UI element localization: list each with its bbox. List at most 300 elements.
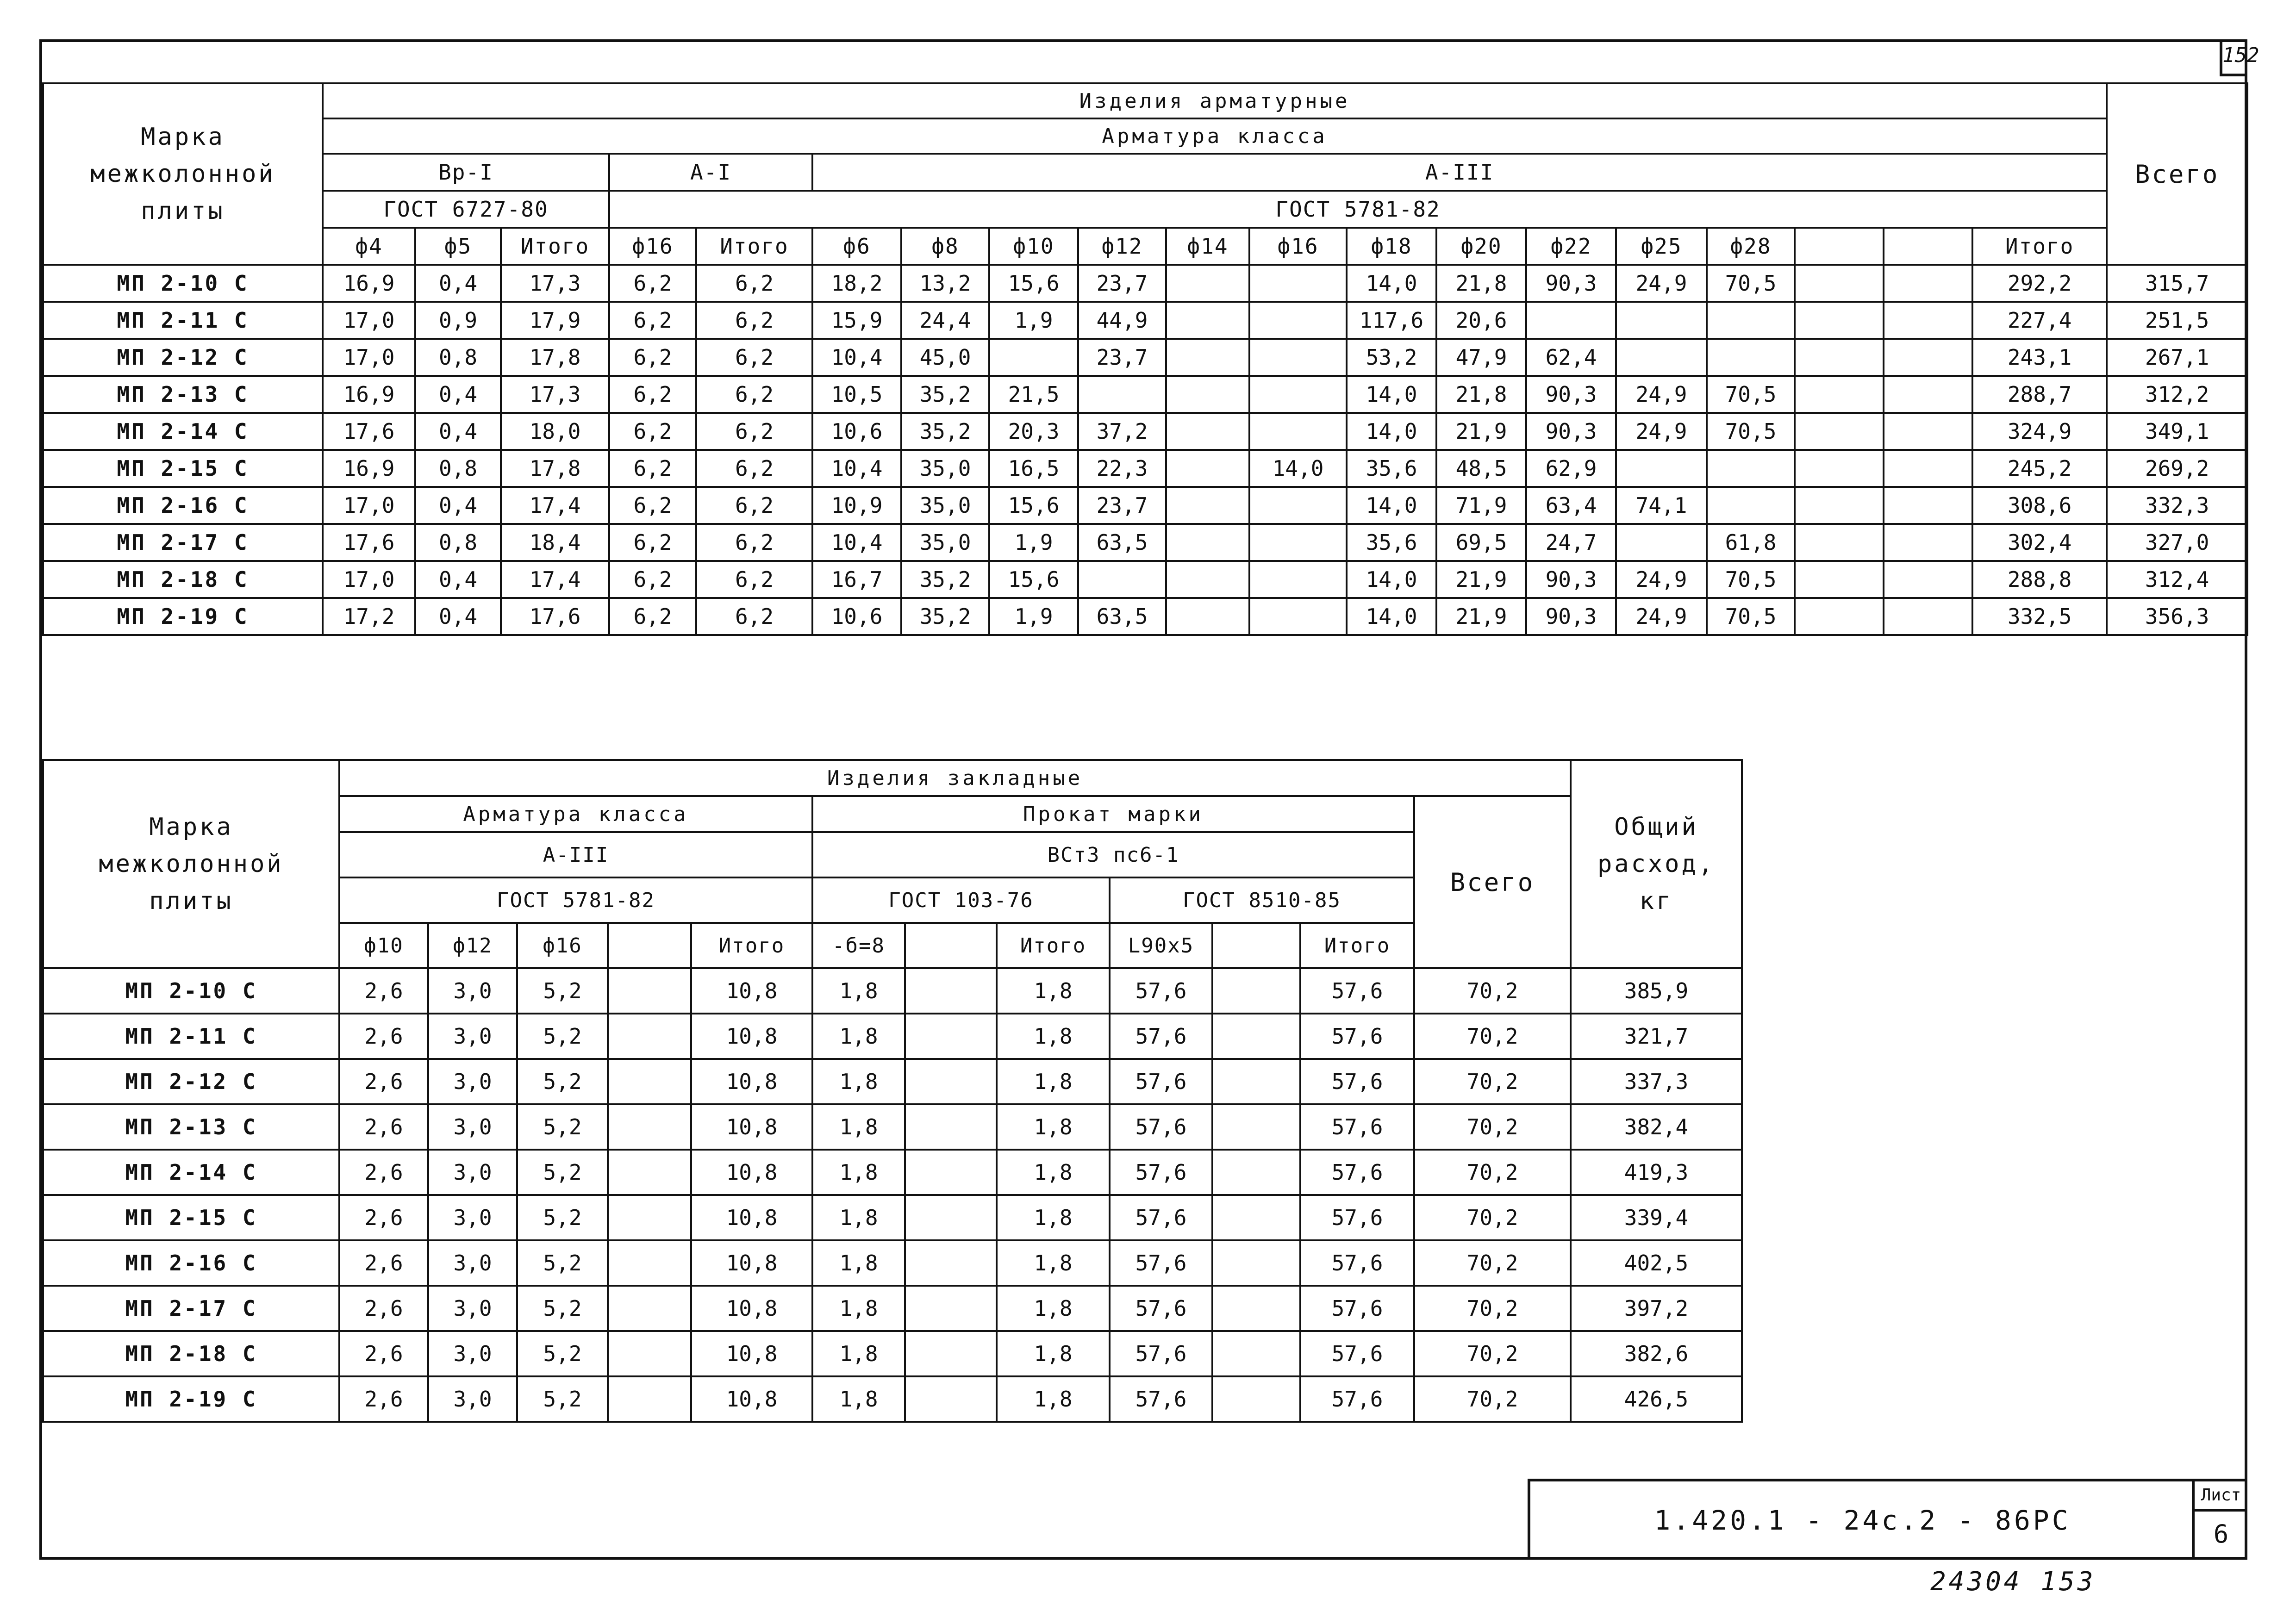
table-cell: 1,8 — [997, 1104, 1110, 1150]
gost-a-header: ГОСТ 5781-82 — [339, 877, 812, 923]
table-cell: 16,9 — [323, 376, 415, 413]
table-cell: 10,8 — [691, 968, 812, 1014]
table-cell: 385,9 — [1571, 968, 1742, 1014]
table-cell: 245,2 — [1972, 450, 2107, 487]
table-cell — [1616, 524, 1707, 561]
table-cell — [1078, 561, 1166, 598]
table-cell — [1212, 1195, 1300, 1240]
table-row — [43, 1286, 1742, 1331]
col-header: -б=8 — [812, 923, 905, 968]
table-cell: 10,6 — [812, 413, 901, 450]
table-cell — [1616, 302, 1707, 339]
table-row — [43, 1104, 1742, 1150]
prokat-mark-header: Прокат марки — [812, 796, 1414, 832]
table-cell: 6,2 — [696, 339, 812, 376]
table-cell: 21,9 — [1436, 561, 1526, 598]
class-a3-header: А-III — [339, 832, 812, 877]
table-cell — [608, 1059, 691, 1104]
table-cell: 57,6 — [1300, 968, 1414, 1014]
table-cell: 53,2 — [1347, 339, 1436, 376]
table-cell — [905, 1286, 997, 1331]
table-cell: 5,2 — [517, 1059, 608, 1104]
table-cell: 21,9 — [1436, 413, 1526, 450]
table-cell — [1884, 561, 1972, 598]
table-cell: 57,6 — [1110, 1195, 1212, 1240]
col-header: ф16 — [609, 228, 696, 265]
table-cell: 5,2 — [517, 1150, 608, 1195]
table-cell — [905, 1059, 997, 1104]
table-cell: 10,8 — [691, 1059, 812, 1104]
table-cell: 10,9 — [812, 487, 901, 524]
inventory-number: 24304 153 — [1930, 1567, 2096, 1597]
table-cell: 1,8 — [812, 1240, 905, 1286]
table-cell — [1166, 561, 1249, 598]
table-cell: 17,6 — [323, 524, 415, 561]
table-cell — [1249, 376, 1347, 413]
table-cell: 24,7 — [1526, 524, 1616, 561]
table-cell: 1,8 — [812, 1014, 905, 1059]
sheet-label: Лист — [2195, 1481, 2247, 1512]
table-cell — [905, 1240, 997, 1286]
table-cell: 63,5 — [1078, 524, 1166, 561]
row-mark: МП 2-11 С — [43, 302, 323, 339]
table-cell: 90,3 — [1526, 413, 1616, 450]
mark-header: Марка межколонной плиты — [43, 83, 323, 265]
table-cell: 14,0 — [1347, 265, 1436, 302]
table-cell: 332,3 — [2107, 487, 2247, 524]
col-header: Итого — [691, 923, 812, 968]
table-cell: 3,0 — [428, 968, 517, 1014]
table-cell: 6,2 — [609, 339, 696, 376]
table-cell: 70,2 — [1414, 1059, 1571, 1104]
table-cell: 35,0 — [901, 450, 989, 487]
table-cell: 57,6 — [1110, 1376, 1212, 1422]
table-cell: 57,6 — [1110, 968, 1212, 1014]
table-cell: 2,6 — [339, 968, 428, 1014]
row-mark: МП 2-19 С — [43, 598, 323, 635]
table-cell: 1,8 — [812, 1104, 905, 1150]
col-header: ф12 — [1078, 228, 1166, 265]
table-cell: 397,2 — [1571, 1286, 1742, 1331]
table-cell: 45,0 — [901, 339, 989, 376]
table-cell: 5,2 — [517, 1104, 608, 1150]
table-cell: 70,2 — [1414, 968, 1571, 1014]
table-row — [43, 339, 2247, 376]
table-cell: 1,8 — [812, 1059, 905, 1104]
row-mark: МП 2-10 С — [43, 968, 339, 1014]
table-cell: 62,9 — [1526, 450, 1616, 487]
table-cell: 419,3 — [1571, 1150, 1742, 1195]
table-cell: 20,6 — [1436, 302, 1526, 339]
table-cell: 70,2 — [1414, 1014, 1571, 1059]
table-cell — [1249, 265, 1347, 302]
table-cell: 312,2 — [2107, 376, 2247, 413]
table-cell: 10,8 — [691, 1331, 812, 1376]
table-cell: 23,7 — [1078, 265, 1166, 302]
table-cell: 71,9 — [1436, 487, 1526, 524]
table-cell — [1707, 339, 1795, 376]
table-cell: 13,2 — [901, 265, 989, 302]
col-header: ф28 — [1707, 228, 1795, 265]
table-cell: 90,3 — [1526, 561, 1616, 598]
table-cell: 6,2 — [696, 302, 812, 339]
table-cell: 5,2 — [517, 1195, 608, 1240]
col-header — [905, 923, 997, 968]
class-a1-header: А-I — [609, 154, 812, 191]
table-cell — [1884, 376, 1972, 413]
table-cell: 10,6 — [812, 598, 901, 635]
table-cell: 6,2 — [696, 376, 812, 413]
table-cell: 17,0 — [323, 561, 415, 598]
table-cell: 1,9 — [989, 302, 1078, 339]
table-cell: 24,4 — [901, 302, 989, 339]
table-cell — [608, 1331, 691, 1376]
table-cell: 35,2 — [901, 598, 989, 635]
table-cell: 1,8 — [997, 1059, 1110, 1104]
table-cell: 17,0 — [323, 487, 415, 524]
table-cell: 3,0 — [428, 1240, 517, 1286]
col-header: ф12 — [428, 923, 517, 968]
table-cell: 10,8 — [691, 1240, 812, 1286]
table-cell — [1249, 598, 1347, 635]
table-cell: 14,0 — [1347, 598, 1436, 635]
row-mark: МП 2-15 С — [43, 450, 323, 487]
table-cell: 3,0 — [428, 1014, 517, 1059]
table-cell: 10,8 — [691, 1150, 812, 1195]
table-cell: 17,0 — [323, 339, 415, 376]
table-cell: 0,8 — [415, 450, 501, 487]
row-mark: МП 2-12 С — [43, 339, 323, 376]
total-header: Всего — [1414, 796, 1571, 968]
table-cell: 10,4 — [812, 524, 901, 561]
col-header — [1884, 228, 1972, 265]
table-cell: 35,2 — [901, 561, 989, 598]
table-cell — [1795, 524, 1884, 561]
table-cell: 339,4 — [1571, 1195, 1742, 1240]
table-cell: 74,1 — [1616, 487, 1707, 524]
row-mark: МП 2-17 С — [43, 1286, 339, 1331]
table-cell — [905, 1376, 997, 1422]
table-cell: 57,6 — [1300, 1150, 1414, 1195]
table-cell: 1,8 — [997, 1286, 1110, 1331]
table-cell: 18,2 — [812, 265, 901, 302]
table-cell: 1,8 — [997, 1331, 1110, 1376]
row-mark: МП 2-10 С — [43, 265, 323, 302]
table-cell — [608, 1240, 691, 1286]
table-cell: 6,2 — [609, 487, 696, 524]
table-cell — [905, 1331, 997, 1376]
table-cell: 3,0 — [428, 1059, 517, 1104]
table-cell: 18,0 — [501, 413, 609, 450]
embedded-products-table — [42, 759, 1743, 1423]
row-mark: МП 2-18 С — [43, 561, 323, 598]
table-cell — [905, 968, 997, 1014]
table-cell: 21,8 — [1436, 265, 1526, 302]
table-cell: 1,8 — [997, 1195, 1110, 1240]
table-cell — [608, 968, 691, 1014]
table-cell: 1,8 — [812, 968, 905, 1014]
row-mark: МП 2-18 С — [43, 1331, 339, 1376]
table-cell: 14,0 — [1347, 413, 1436, 450]
table-cell: 1,8 — [997, 1150, 1110, 1195]
table-cell: 24,9 — [1616, 265, 1707, 302]
table-cell: 426,5 — [1571, 1376, 1742, 1422]
table-cell: 2,6 — [339, 1014, 428, 1059]
table-cell: 17,6 — [501, 598, 609, 635]
table-cell — [1166, 376, 1249, 413]
table-cell: 0,8 — [415, 524, 501, 561]
table-cell: 14,0 — [1347, 376, 1436, 413]
table-cell: 2,6 — [339, 1059, 428, 1104]
armatura-class-header: Арматура класса — [339, 796, 812, 832]
table-cell: 70,5 — [1707, 561, 1795, 598]
table-cell: 6,2 — [609, 561, 696, 598]
table-cell — [1249, 302, 1347, 339]
table-cell — [1884, 450, 1972, 487]
table-cell: 35,2 — [901, 413, 989, 450]
table-cell: 24,9 — [1616, 413, 1707, 450]
table-cell: 1,8 — [997, 1376, 1110, 1422]
table-cell: 227,4 — [1972, 302, 2107, 339]
table-cell — [1884, 265, 1972, 302]
table-cell: 24,9 — [1616, 561, 1707, 598]
table-cell — [1884, 413, 1972, 450]
table-cell — [905, 1195, 997, 1240]
table-title: Изделия арматурные — [323, 83, 2107, 118]
table-cell: 70,2 — [1414, 1195, 1571, 1240]
table-cell: 70,2 — [1414, 1286, 1571, 1331]
table-cell: 35,6 — [1347, 524, 1436, 561]
table-cell: 70,2 — [1414, 1376, 1571, 1422]
table-cell — [1884, 487, 1972, 524]
table-cell: 2,6 — [339, 1240, 428, 1286]
table-cell: 0,9 — [415, 302, 501, 339]
table-row — [43, 598, 2247, 635]
table-cell: 57,6 — [1110, 1150, 1212, 1195]
table-cell: 2,6 — [339, 1286, 428, 1331]
table-row — [43, 1150, 1742, 1195]
row-mark: МП 2-17 С — [43, 524, 323, 561]
row-mark: МП 2-13 С — [43, 1104, 339, 1150]
table-cell: 57,6 — [1300, 1014, 1414, 1059]
table-cell — [1249, 524, 1347, 561]
table-cell: 312,4 — [2107, 561, 2247, 598]
table-cell: 21,9 — [1436, 598, 1526, 635]
table-cell: 332,5 — [1972, 598, 2107, 635]
table-cell: 22,3 — [1078, 450, 1166, 487]
row-mark: МП 2-11 С — [43, 1014, 339, 1059]
class-vr-header: Вр-I — [323, 154, 609, 191]
table-cell — [1884, 302, 1972, 339]
row-mark: МП 2-15 С — [43, 1195, 339, 1240]
table-cell: 69,5 — [1436, 524, 1526, 561]
table-cell: 16,7 — [812, 561, 901, 598]
table-cell: 57,6 — [1110, 1059, 1212, 1104]
table-cell: 6,2 — [609, 598, 696, 635]
table-cell: 23,7 — [1078, 487, 1166, 524]
col-header: ф6 — [812, 228, 901, 265]
table-cell: 10,4 — [812, 339, 901, 376]
table-cell — [1249, 413, 1347, 450]
table-cell: 1,8 — [997, 1240, 1110, 1286]
table-cell — [1795, 339, 1884, 376]
table-cell: 324,9 — [1972, 413, 2107, 450]
table-cell: 15,6 — [989, 487, 1078, 524]
mark-header: Марка межколонной плиты — [43, 760, 339, 968]
table-cell: 6,2 — [609, 413, 696, 450]
table-cell — [1795, 561, 1884, 598]
sheet-number-top: 152 — [2220, 39, 2247, 76]
col-header: ф16 — [517, 923, 608, 968]
table-cell: 63,5 — [1078, 598, 1166, 635]
table-cell: 3,0 — [428, 1195, 517, 1240]
title-block — [1528, 1479, 2247, 1560]
table-cell: 337,3 — [1571, 1059, 1742, 1104]
col-header: ф20 — [1436, 228, 1526, 265]
table-row — [43, 1014, 1742, 1059]
table-cell: 35,6 — [1347, 450, 1436, 487]
overall-consumption-header: Общий расход, кг — [1571, 760, 1742, 968]
col-header: ф16 — [1249, 228, 1347, 265]
table-cell: 17,0 — [323, 302, 415, 339]
table-cell: 24,9 — [1616, 376, 1707, 413]
table-cell: 61,8 — [1707, 524, 1795, 561]
table-cell: 251,5 — [2107, 302, 2247, 339]
table-cell: 10,8 — [691, 1376, 812, 1422]
table-cell: 117,6 — [1347, 302, 1436, 339]
table-cell: 57,6 — [1110, 1331, 1212, 1376]
table-cell — [905, 1014, 997, 1059]
table-cell: 70,2 — [1414, 1240, 1571, 1286]
class-a3-header: А-III — [812, 154, 2107, 191]
table-cell: 35,0 — [901, 487, 989, 524]
gost-103-header: ГОСТ 103-76 — [812, 877, 1110, 923]
table-cell: 349,1 — [2107, 413, 2247, 450]
table-cell: 6,2 — [696, 265, 812, 302]
table-cell: 10,8 — [691, 1195, 812, 1240]
table-cell: 44,9 — [1078, 302, 1166, 339]
table-cell: 17,3 — [501, 265, 609, 302]
table-cell — [1166, 524, 1249, 561]
table-cell — [1884, 524, 1972, 561]
table-cell: 6,2 — [609, 302, 696, 339]
table-cell: 6,2 — [696, 450, 812, 487]
table-cell: 2,6 — [339, 1150, 428, 1195]
col-header: ф10 — [989, 228, 1078, 265]
table-cell: 0,8 — [415, 339, 501, 376]
table-cell: 47,9 — [1436, 339, 1526, 376]
table-cell: 62,4 — [1526, 339, 1616, 376]
table-cell — [1707, 487, 1795, 524]
table-cell — [1212, 1104, 1300, 1150]
table-cell: 5,2 — [517, 1331, 608, 1376]
table-cell: 1,8 — [997, 968, 1110, 1014]
table-cell: 2,6 — [339, 1195, 428, 1240]
table-cell: 70,5 — [1707, 598, 1795, 635]
table-cell: 70,5 — [1707, 265, 1795, 302]
table-cell — [1616, 339, 1707, 376]
table-cell — [608, 1104, 691, 1150]
table-cell — [1795, 487, 1884, 524]
table-cell: 10,4 — [812, 450, 901, 487]
table-cell — [1616, 450, 1707, 487]
prokat-steel-header: ВСт3 пс6-1 — [812, 832, 1414, 877]
row-mark: МП 2-14 С — [43, 413, 323, 450]
table-row — [43, 1376, 1742, 1422]
table-cell: 57,6 — [1110, 1014, 1212, 1059]
table-cell: 269,2 — [2107, 450, 2247, 487]
table-cell: 1,8 — [812, 1286, 905, 1331]
gost-vr-header: ГОСТ 6727-80 — [323, 191, 609, 228]
table-cell: 3,0 — [428, 1150, 517, 1195]
table-row — [43, 450, 2247, 487]
table-cell — [1212, 1376, 1300, 1422]
table-cell: 6,2 — [609, 265, 696, 302]
table-cell: 327,0 — [2107, 524, 2247, 561]
table-cell: 35,0 — [901, 524, 989, 561]
table-cell — [608, 1014, 691, 1059]
table-cell: 1,9 — [989, 524, 1078, 561]
table-cell: 382,6 — [1571, 1331, 1742, 1376]
table-cell — [1078, 376, 1166, 413]
table-row — [43, 968, 1742, 1014]
table-cell: 90,3 — [1526, 376, 1616, 413]
table-cell: 356,3 — [2107, 598, 2247, 635]
table-cell: 15,6 — [989, 265, 1078, 302]
table-row — [43, 524, 2247, 561]
table-cell: 0,4 — [415, 561, 501, 598]
table-cell: 70,5 — [1707, 413, 1795, 450]
col-header: Итого — [1972, 228, 2107, 265]
table-row — [43, 1331, 1742, 1376]
table-cell: 20,3 — [989, 413, 1078, 450]
table-cell — [1166, 598, 1249, 635]
table-cell: 57,6 — [1300, 1376, 1414, 1422]
table-cell: 6,2 — [696, 487, 812, 524]
table-cell: 321,7 — [1571, 1014, 1742, 1059]
table-cell: 288,7 — [1972, 376, 2107, 413]
table-cell: 57,6 — [1110, 1240, 1212, 1286]
table-cell: 3,0 — [428, 1376, 517, 1422]
reinforcement-products-table — [42, 82, 2248, 636]
table-cell: 70,2 — [1414, 1104, 1571, 1150]
row-mark: МП 2-16 С — [43, 487, 323, 524]
table-cell: 3,0 — [428, 1331, 517, 1376]
table-cell — [1795, 598, 1884, 635]
table-cell: 6,2 — [696, 561, 812, 598]
table-cell: 17,9 — [501, 302, 609, 339]
table-cell: 0,4 — [415, 413, 501, 450]
table-cell — [1212, 1286, 1300, 1331]
table-cell: 10,5 — [812, 376, 901, 413]
gost-a-header: ГОСТ 5781-82 — [609, 191, 2107, 228]
table-cell: 6,2 — [609, 524, 696, 561]
column-headers — [43, 228, 2247, 265]
table-cell — [905, 1150, 997, 1195]
table-cell — [1212, 1240, 1300, 1286]
col-header: Итого — [501, 228, 609, 265]
table-cell: 18,4 — [501, 524, 609, 561]
row-mark: МП 2-16 С — [43, 1240, 339, 1286]
table-row — [43, 265, 2247, 302]
table-cell: 70,2 — [1414, 1150, 1571, 1195]
col-header: Итого — [997, 923, 1110, 968]
table-cell — [1884, 339, 1972, 376]
table-cell — [608, 1286, 691, 1331]
table-cell: 243,1 — [1972, 339, 2107, 376]
table-row — [43, 1059, 1742, 1104]
table-cell — [608, 1150, 691, 1195]
